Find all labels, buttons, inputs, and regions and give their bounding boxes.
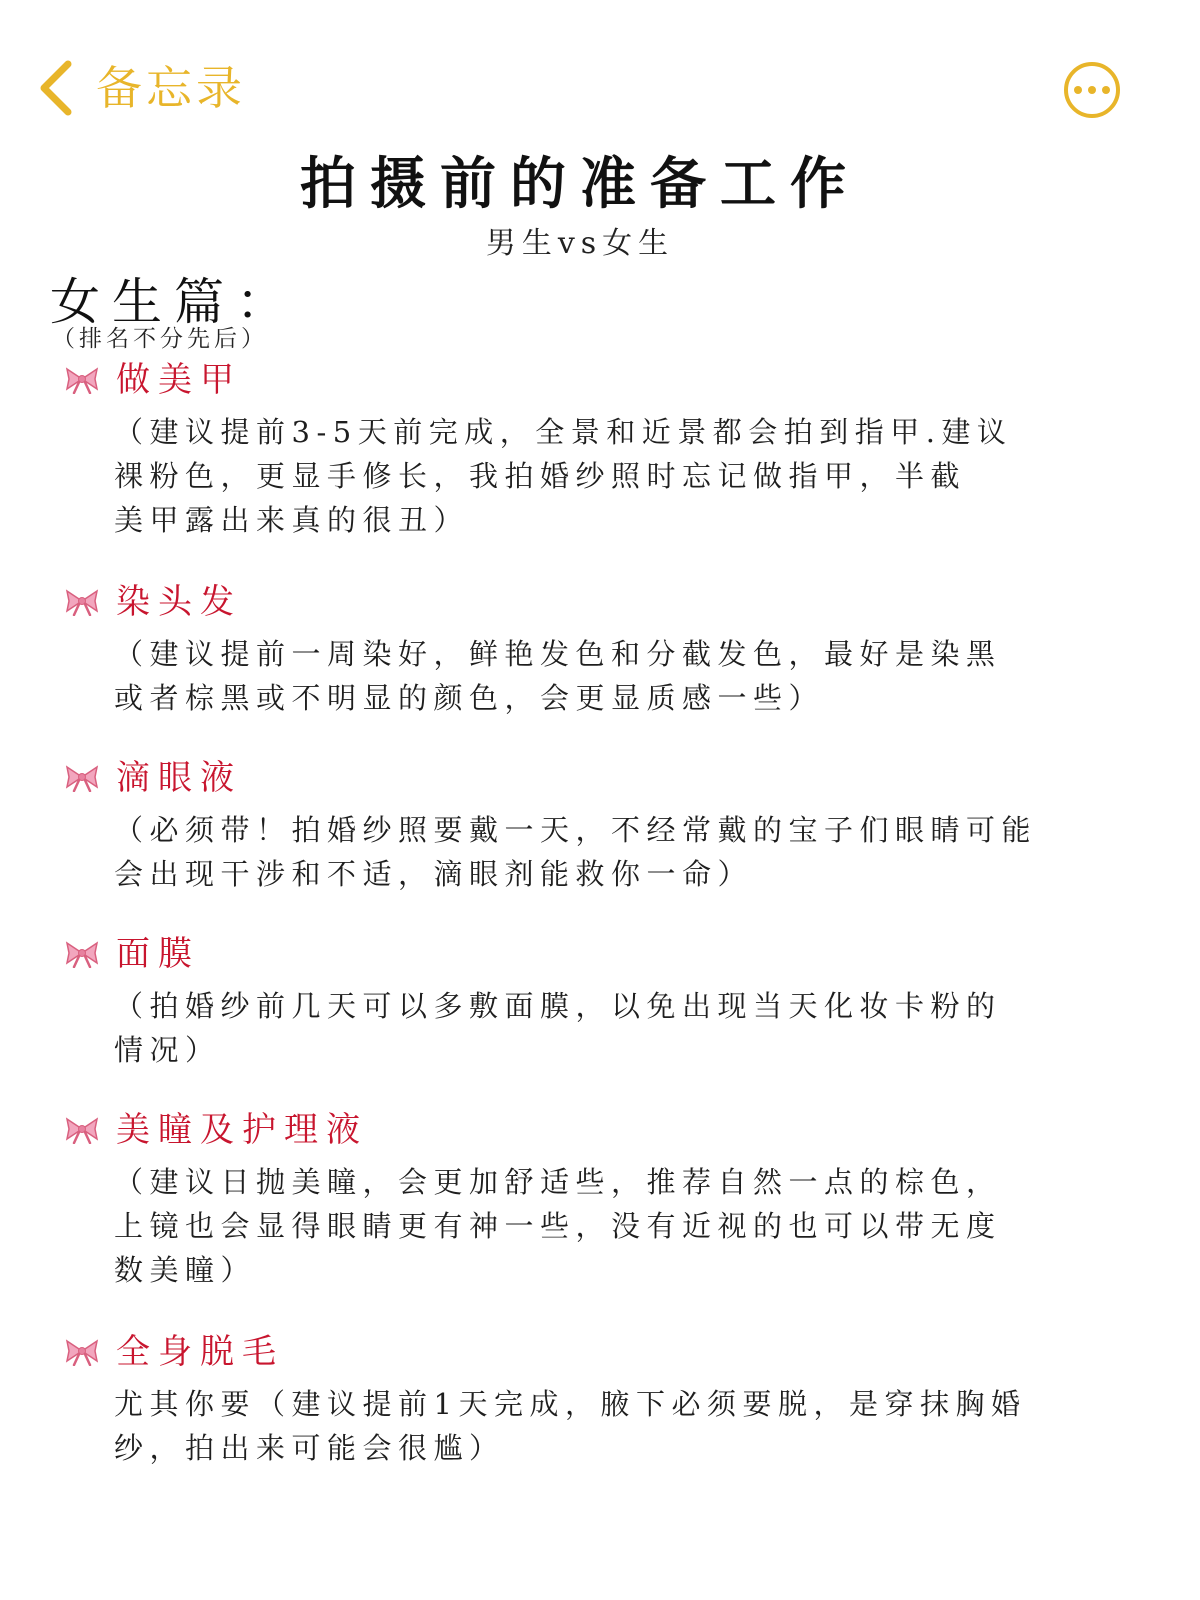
item-description: （建议提前3-5天前完成，全景和近景都会拍到指甲.建议 裸粉色，更显手修长，我拍婚纱照时忘记做指甲，半截 美甲露出来真的很丑） bbox=[114, 415, 1013, 537]
more-button[interactable] bbox=[1064, 62, 1120, 118]
note-subtitle: 男生vs女生 bbox=[485, 226, 675, 261]
section-heading: 女生篇： bbox=[50, 273, 298, 331]
item-title: 美瞳及护理液 bbox=[116, 1110, 368, 1150]
ribbon-bow-icon bbox=[64, 366, 100, 394]
list-item bbox=[64, 356, 1074, 542]
ribbon-bow-icon bbox=[64, 588, 100, 616]
item-title: 染头发 bbox=[116, 582, 242, 622]
section-note: （排名不分先后） bbox=[52, 326, 268, 352]
item-title: 面膜 bbox=[116, 934, 200, 974]
ribbon-bow-icon bbox=[64, 1338, 100, 1366]
list-item bbox=[64, 930, 1074, 1072]
item-description: （建议提前一周染好，鲜艳发色和分截发色，最好是染黑 或者棕黑或不明显的颜色，会更显质感一些） bbox=[114, 637, 1002, 715]
list-item bbox=[64, 754, 1074, 896]
item-title: 滴眼液 bbox=[116, 758, 242, 798]
item-title: 做美甲 bbox=[116, 360, 242, 400]
list-item bbox=[64, 1328, 1074, 1470]
item-description: （拍婚纱前几天可以多敷面膜，以免出现当天化妆卡粉的 情况） bbox=[114, 989, 1002, 1067]
item-description: （建议日抛美瞳，会更加舒适些，推荐自然一点的棕色， 上镜也会显得眼睛更有神一些，没有近视的也可以带无度 数美瞳） bbox=[114, 1165, 1002, 1287]
list-item bbox=[64, 578, 1074, 720]
back-button[interactable] bbox=[34, 56, 246, 120]
ribbon-bow-icon bbox=[64, 764, 100, 792]
item-description: （必须带！拍婚纱照要戴一天，不经常戴的宝子们眼睛可能 会出现干涉和不适，滴眼剂能救你一命） bbox=[114, 813, 1038, 891]
ribbon-bow-icon bbox=[64, 940, 100, 968]
list-item bbox=[64, 1106, 1074, 1292]
back-label: 备忘录 bbox=[96, 61, 246, 115]
item-description: 尤其你要（建议提前1天完成，腋下必须要脱，是穿抹胸婚 纱，拍出来可能会很尴） bbox=[114, 1387, 1027, 1465]
item-title: 全身脱毛 bbox=[116, 1332, 284, 1372]
ribbon-bow-icon bbox=[64, 1116, 100, 1144]
chevron-left-icon bbox=[34, 58, 76, 118]
ellipsis-circle-icon bbox=[1074, 86, 1082, 94]
note-title: 拍摄前的准备工作 bbox=[300, 151, 860, 217]
